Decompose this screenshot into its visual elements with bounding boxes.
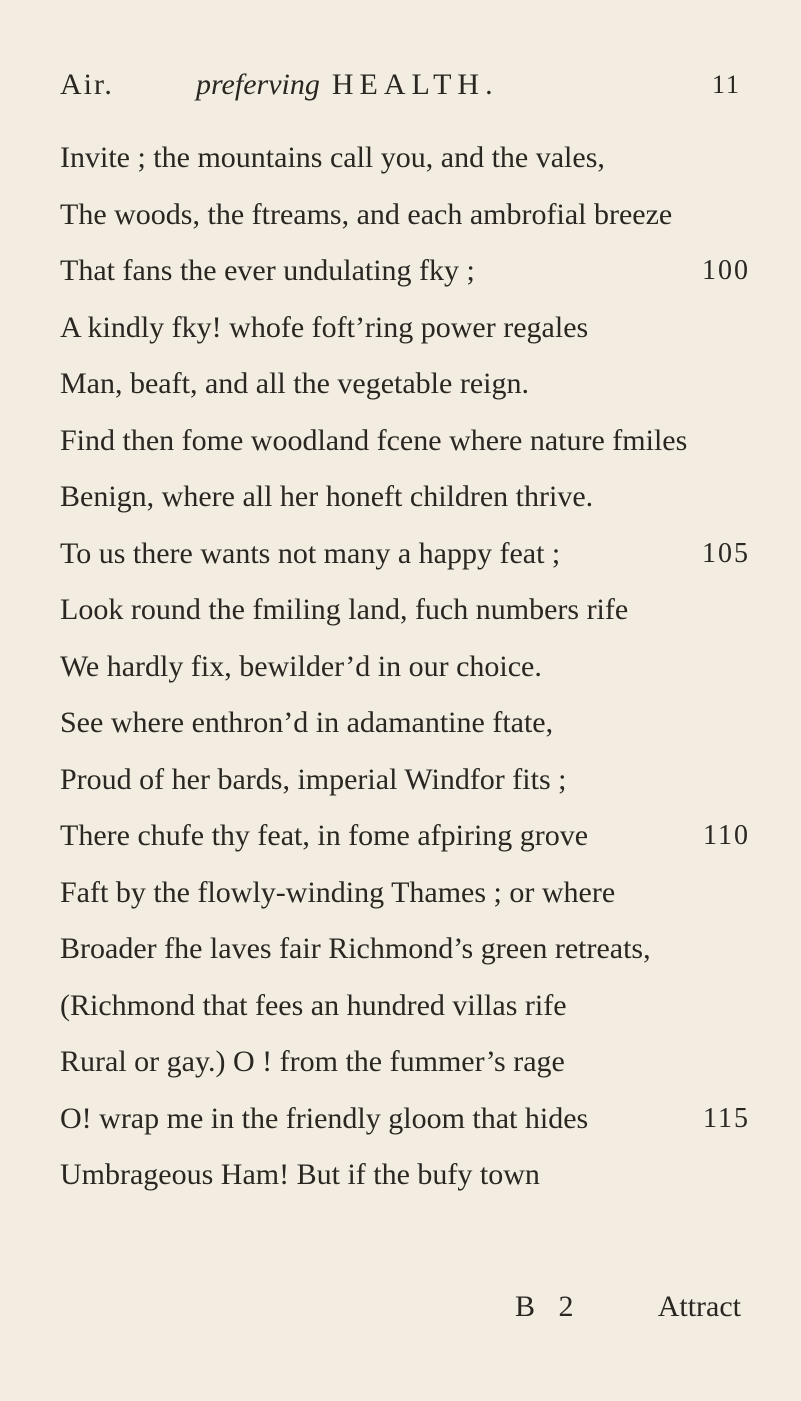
poem-line [60, 526, 750, 583]
poem-line-text: Find then fome woodland fcene where nature fmiles [60, 423, 688, 457]
page-number: 11 [711, 70, 741, 99]
poem-line [60, 582, 750, 639]
line-number: 115 [703, 1102, 750, 1134]
poem-line [60, 130, 750, 187]
poem-line [60, 978, 750, 1035]
running-header [60, 68, 741, 108]
page-footer [60, 1290, 741, 1330]
poem-line-text: The woods, the ftreams, and each ambrofial breeze [60, 197, 673, 231]
poem-line-text: See where enthron’d in adamantine ftate, [60, 706, 554, 739]
poem-line [60, 243, 750, 300]
poem-line [60, 1034, 750, 1091]
line-number: 110 [703, 820, 750, 851]
running-title-italic: preferving [196, 68, 320, 101]
poem-line-text: Umbrageous Ham! But if the bufy town [60, 1158, 540, 1191]
poem-line [60, 356, 750, 413]
poem-line [60, 1147, 750, 1204]
poem-line [60, 865, 750, 922]
poem-line-text: Broader fhe laves fair Richmond’s green retreats, [60, 932, 651, 965]
catchword: Attract [657, 1290, 741, 1323]
poem-line [60, 469, 750, 526]
poem-line [60, 695, 750, 752]
poem-line-text: A kindly fky! whofe foft’ring power regales [60, 310, 589, 344]
poem-line [60, 639, 750, 696]
poem-text [60, 130, 750, 1204]
poem-line-text: Rural or gay.) O ! from the fummer’s rage [60, 1045, 565, 1078]
poem-line [60, 1091, 750, 1148]
section-title: Air. [60, 68, 114, 101]
line-number: 100 [702, 255, 750, 286]
poem-line-text: Look round the fmiling land, fuch numbers rife [60, 593, 629, 626]
poem-line-text: Invite ; the mountains call you, and the vales, [60, 141, 605, 174]
poem-line-text: Man, beaft, and all the vegetable reign. [60, 367, 529, 400]
poem-line [60, 413, 750, 470]
line-number: 105 [702, 537, 750, 569]
running-title-caps: HEALTH. [331, 68, 499, 101]
poem-line-text: O! wrap me in the friendly gloom that hides [60, 1101, 589, 1135]
poem-line-text: (Richmond that fees an hundred villas rife [60, 988, 567, 1022]
poem-line [60, 752, 750, 809]
poem-line-text: There chufe thy feat, in fome afpiring grove [60, 819, 589, 852]
signature-mark: B 2 [515, 1290, 582, 1323]
running-title [196, 68, 499, 102]
poem-line-text: To us there wants not many a happy feat ; [60, 536, 561, 570]
poem-line [60, 187, 750, 244]
poem-line [60, 808, 750, 865]
poem-line-text: That fans the ever undulating fky ; [60, 254, 475, 287]
poem-line-text: Faft by the flowly-winding Thames ; or where [60, 875, 616, 909]
poem-line [60, 921, 750, 978]
poem-line [60, 300, 750, 357]
poem-line-text: We hardly fix, bewilder’d in our choice. [60, 649, 542, 683]
poem-line-text: Benign, where all her honeft children thrive. [60, 480, 594, 513]
poem-line-text: Proud of her bards, imperial Windfor fits ; [60, 762, 567, 796]
